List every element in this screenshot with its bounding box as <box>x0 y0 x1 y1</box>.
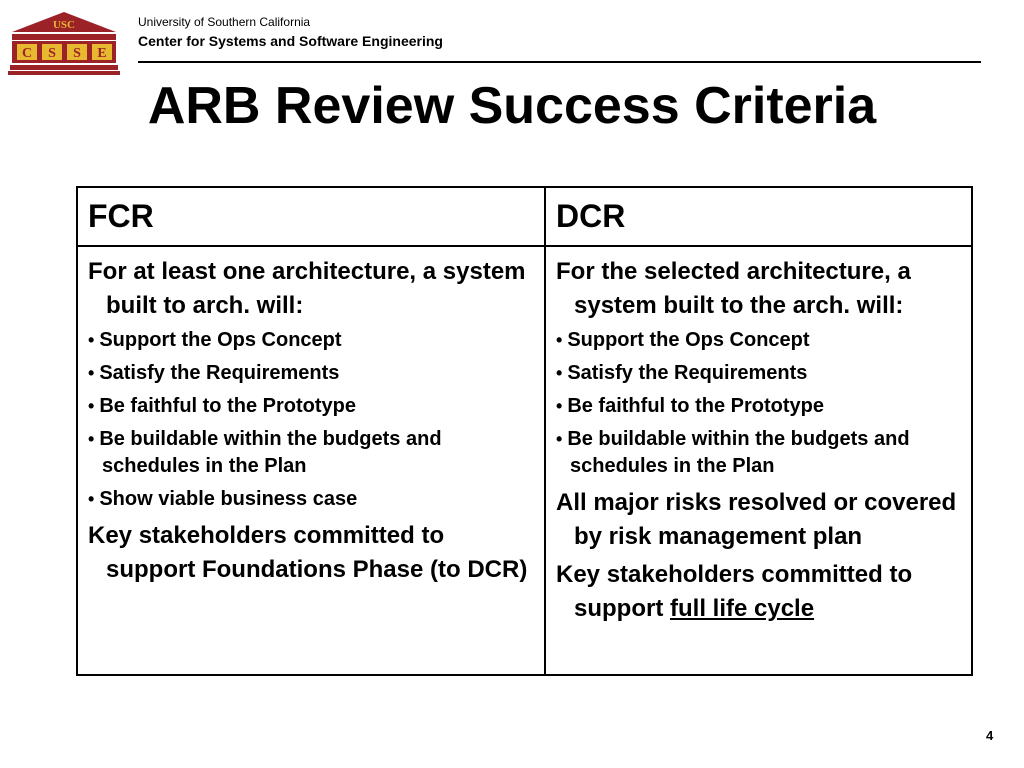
fcr-closing: Key stakeholders committed to support Foundations Phase (to DCR) <box>88 522 528 583</box>
criteria-table <box>76 186 973 676</box>
dcr-closing <box>556 558 963 626</box>
table-header-row <box>77 187 972 246</box>
logo-usc-text: USC <box>52 19 76 31</box>
fcr-header: FCR <box>77 187 545 246</box>
list-item: • Show viable business case <box>88 488 358 510</box>
table-row <box>77 246 972 675</box>
logo-letter-e: E <box>97 46 107 61</box>
logo-letter-s1: S <box>48 46 56 61</box>
slide-title: ARB Review Success Criteria <box>147 77 877 135</box>
header <box>138 14 443 52</box>
logo-letter-s2: S <box>73 46 81 61</box>
fcr-cell <box>77 246 545 675</box>
dcr-risks: All major risks resolved or covered by risk management plan <box>556 489 957 550</box>
dcr-closing-prefix: Key stakeholders committed to support <box>556 561 913 622</box>
fcr-intro: For at least one architecture, a system built to arch. will: <box>88 258 526 319</box>
header-divider <box>138 61 981 63</box>
page-number: 4 <box>986 728 994 743</box>
dcr-cell <box>545 246 972 675</box>
list-item: • Be faithful to the Prototype <box>556 395 824 417</box>
list-item: • Be faithful to the Prototype <box>88 395 356 417</box>
list-item: • Be buildable within the budgets and schedules in the Plan <box>88 428 442 477</box>
dcr-header: DCR <box>545 187 972 246</box>
csse-logo <box>8 10 120 76</box>
list-item: • Satisfy the Requirements <box>556 362 808 384</box>
list-item: • Satisfy the Requirements <box>88 362 340 384</box>
list-item: • Support the Ops Concept <box>88 329 342 351</box>
header-center: Center for Systems and Software Engineering <box>138 33 443 49</box>
dcr-closing-emphasis: full life cycle <box>670 595 815 622</box>
list-item: • Support the Ops Concept <box>556 329 810 351</box>
list-item: • Be buildable within the budgets and schedules in the Plan <box>556 428 910 477</box>
dcr-intro: For the selected architecture, a system built to the arch. will: <box>556 258 911 319</box>
logo-letter-c: C <box>21 46 33 61</box>
header-university: University of Southern California <box>138 15 311 29</box>
